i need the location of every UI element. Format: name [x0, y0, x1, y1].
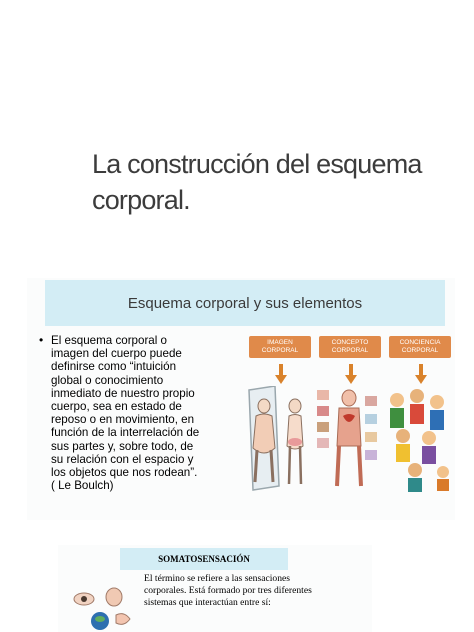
page-title-text: La construcción del esquema corporal. [92, 149, 422, 215]
somato-header: SOMATOSENSACIÓN [120, 548, 288, 570]
down-arrow-icon [415, 364, 427, 384]
page-title [92, 146, 452, 218]
tag-concepto-corporal: CONCEPTO CORPORAL [319, 336, 381, 358]
slide-somatosensacion [58, 545, 372, 632]
down-arrow-icon [275, 364, 287, 384]
somato-text: El término se refiere a las sensaciones corporales. Está formado por tres diferentes sistemas que interactúan entre sí: [144, 573, 312, 608]
down-arrow-icon [345, 364, 357, 384]
anatomy-illustration [315, 386, 379, 494]
children-group-illustration [383, 386, 453, 494]
tag-conciencia-corporal: CONCIENCIA CORPORAL [389, 336, 451, 358]
mirror-body-image-illustration [245, 386, 313, 492]
senses-illustration [70, 585, 136, 631]
slide-esquema-corporal [27, 278, 455, 520]
tag-imagen-corporal: IMAGEN CORPORAL [249, 336, 311, 358]
slide-header: Esquema corporal y sus elementos [45, 280, 445, 326]
element-tags [249, 336, 449, 356]
bullet-text: El esquema corporal o imagen del cuerpo puede definirse como “intuición global o conocimiento inmediato de nuestro propio cuerpo, sea en estado de reposo o en movimiento, en función de la interrelación de sus partes y, sobre todo, de su relación con el espacio y los objetos que nos rodean”. ( Le Boulch) [51, 334, 200, 493]
bullet-symbol: • [39, 333, 44, 347]
bullet-paragraph [39, 334, 251, 492]
